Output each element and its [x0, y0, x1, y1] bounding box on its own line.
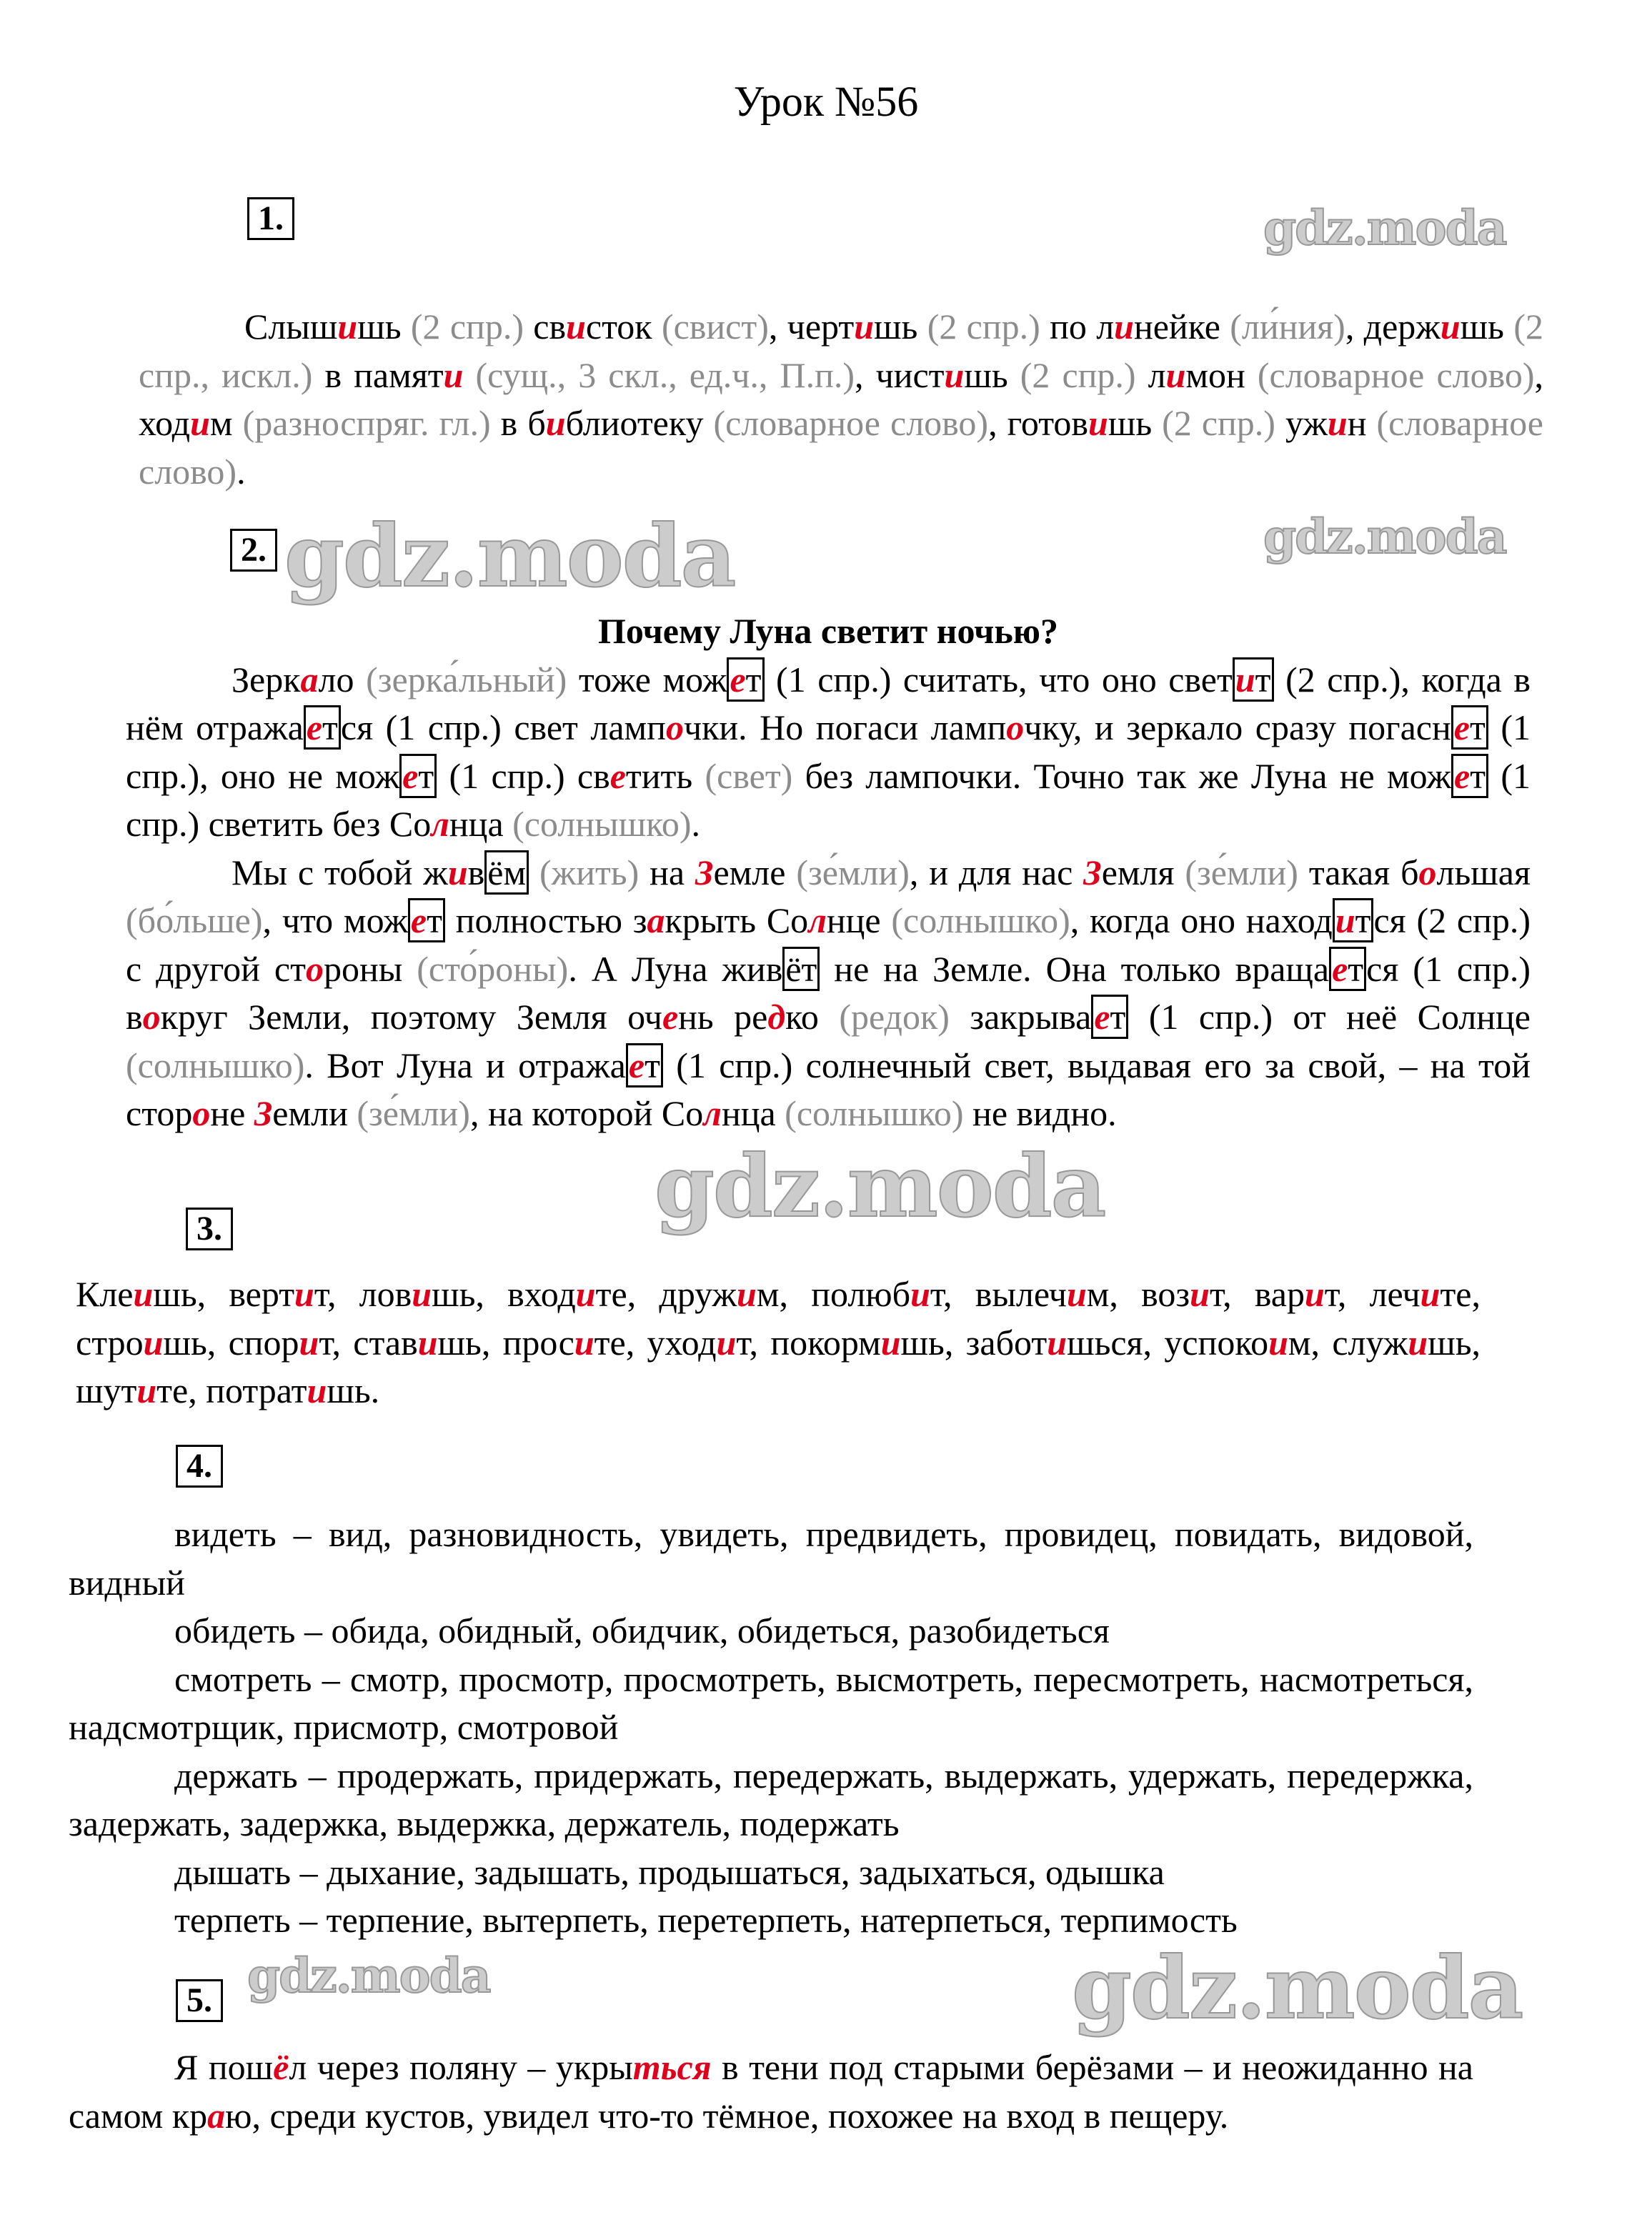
word-family-line: терпеть – терпение, вытерпеть, перетерпеть, натерпеться, терпимость [174, 1900, 1238, 1940]
exercise-5-text: Я пошёл через поляну – укрыться в тени под старыми берёзами – и неожиданно на самом краю, среди кустов, увидел что-то тёмное, похожее на вход в пещеру. [69, 2047, 1474, 2136]
word-family-line: смотреть – смотр, просмотр, просмотреть, высмотреть, пересмотреть, насмотреться, надсмотрщик, присмотр, смотровой [69, 1658, 1473, 1747]
exercise-2-heading: Почему Луна светит ночью? [597, 611, 1059, 651]
watermark: gdz.moda [655, 1136, 1105, 1237]
exercise-3-text: Клеишь, вертит, ловишь, входите, дружим, полюбит, вылечим, возит, варит, лечите, строишь, спорит, ставишь, просите, уходит, покормишь, заботишься, успокоим, служишь, шутите, потратишь. [76, 1274, 1481, 1410]
word-family-line: дышать – дыхание, задышать, продышаться, задыхаться, одышка [174, 1851, 1165, 1892]
watermark: gdz.moda [1263, 509, 1506, 564]
exercise-number-4: 4. [176, 1445, 223, 1488]
watermark: gdz.moda [1263, 200, 1506, 256]
exercise-number-2: 2. [230, 529, 277, 572]
exercise-4-text [69, 1510, 1473, 1945]
exercise-number-5: 5. [176, 1979, 223, 2022]
page-title: Урок №56 [733, 78, 919, 125]
word-family-line: обидеть – обида, обидный, обидчик, обидеться, разобидеться [174, 1611, 1110, 1651]
watermark: gdz.moda [284, 506, 735, 607]
exercise-number-1: 1. [247, 197, 294, 240]
exercise-1-text: Слышишь (2 спр.) свисток (свист), чертишь (2 спр.) по линейке (ли́ния), держишь (2 спр., искл.) в памяти (сущ., 3 скл., ед.ч., П.п.), чистишь (2 спр.) лимон (словарное слово), ходим (разноспряг. гл.) в библиотеку (словарное слово), готовишь (2 спр.) ужин (словарное слово). [139, 307, 1544, 492]
word-family-line: держать – продержать, придержать, передержать, выдержать, удержать, передержка, задержать, задержка, выдержка, держатель, подержать [69, 1755, 1473, 1843]
watermark: gdz.moda [247, 1948, 490, 2004]
word-family-line: видеть – вид, разновидность, увидеть, предвидеть, провидец, повидать, видовой, видный [69, 1514, 1473, 1603]
watermark: gdz.moda [1072, 1938, 1523, 2039]
exercise-2-text: Почему Луна светит ночью? Зеркало (зерка́льный) тоже может (1 спр.) считать, что оно светит (2 спр.), когда в нём отражается (1 спр.) свет лампочки. Но погаси лампочку, и зеркало сразу погаснет (1 спр.), оно не может (1 спр.) светить (свет) без лампочки. Точно так же Луна не может (1 спр.) светить без Солнца (солнышко). Мы с тобой живём (жить) на Земле (зе́мли), и для нас Земля (зе́мли) такая большая (бо́льше), что может полностью закрыть Солнце (солнышко), когда оно находится (2 спр.) с другой стороны (сто́роны). А Луна живёт не на Земле. Она только вращается (1 спр.) вокруг Земли, поэтому Земля очень редко (редок) закрывает (1 спр.) от неё Солнце (солнышко). Вот Луна и отражает (1 спр.) солнечный свет, выдавая его за свой, – на той стороне Земли (зе́мли), на которой Солнца (солнышко) не видно. [126, 607, 1531, 1138]
exercise-number-3: 3. [186, 1208, 233, 1250]
